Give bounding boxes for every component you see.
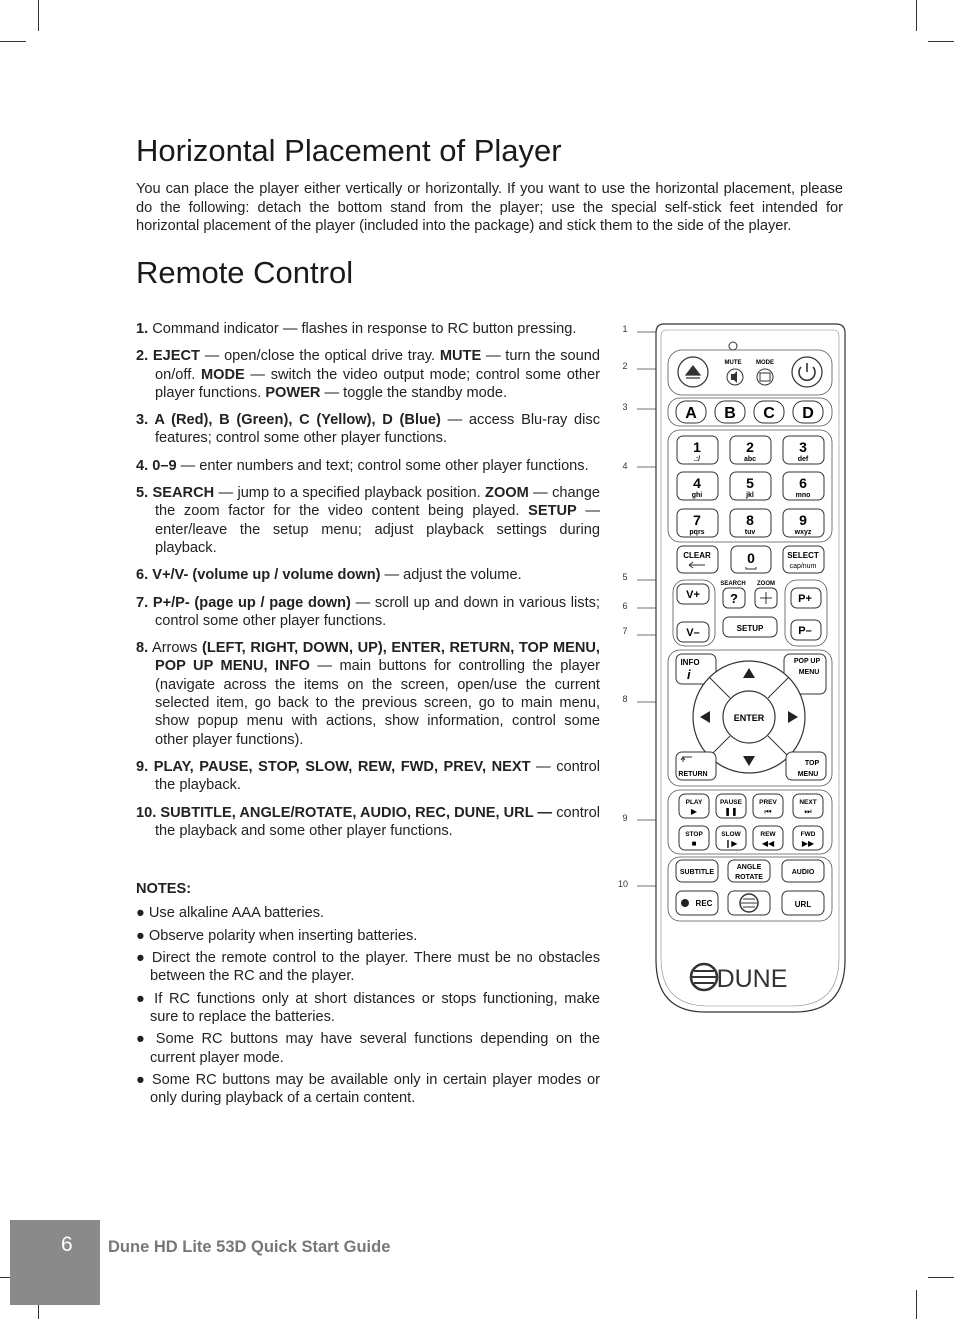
callout-6: 6 (622, 601, 628, 611)
svg-text:REC: REC (695, 899, 713, 908)
callout-1: 1 (622, 324, 628, 334)
callout-2: 2 (622, 361, 628, 371)
notes-title: NOTES: (136, 881, 192, 898)
rc-item-10: 10. SUBTITLE, ANGLE/ROTATE, AUDIO, REC, DUNE, URL — control the playback and some other player functions. (136, 804, 601, 839)
crop-mark (916, 0, 917, 31)
rc-item-5: 5. SEARCH — jump to a specified playback position. ZOOM — change the zoom factor for the video content being played. SETUP — enter/leave the setup menu; adjust playback settings during playback. (136, 485, 601, 556)
svg-text:C: C (763, 405, 775, 422)
section-title-horizontal: Horizontal Placement of Player (136, 133, 562, 168)
zoom-label: ZOOM (757, 581, 775, 587)
svg-text:MENU: MENU (798, 669, 820, 676)
callout-9: 9 (622, 813, 628, 823)
digit-letters: wxyz (794, 529, 812, 536)
digit-label: 3 (799, 439, 807, 455)
note-item: ● Observe polarity when inserting batteries. (136, 927, 418, 944)
digit-label: 1 (693, 439, 701, 455)
svg-text:B: B (724, 405, 736, 422)
note-item: ● Use alkaline AAA batteries. (136, 905, 325, 922)
note-item: ● Direct the remote control to the player. There must be no obstacles between the RC and the player. (136, 950, 600, 985)
svg-text:AUDIO: AUDIO (791, 869, 815, 876)
digit-label: 2 (746, 439, 754, 455)
note-item: ● Some RC buttons may be available only in certain player modes or only during playback of a certain content. (136, 1071, 600, 1107)
digit-label: 9 (799, 512, 807, 528)
digit-letters: abc (743, 456, 757, 463)
rc-item-4: 4. 0–9 — enter numbers and text; control some other player functions. (136, 457, 589, 474)
section-title-remote: Remote Control (136, 255, 354, 290)
note-item: ● Some RC buttons may have several functions depending on the current player mode. (136, 1031, 600, 1066)
prev-label: PREV (759, 799, 777, 806)
svg-text:V+: V+ (686, 589, 700, 601)
crop-mark (928, 1277, 954, 1278)
rc-item-6: 6. V+/V- (volume up / volume down) — adjust the volume. (136, 567, 522, 584)
svg-text:MENU: MENU (797, 771, 819, 778)
digit-letters: tuv (744, 529, 756, 536)
footer-title: Dune HD Lite 53D Quick Start Guide (108, 1238, 391, 1256)
page-number: 6 (61, 1233, 73, 1256)
rc-item-1: 1. Command indicator — flashes in response to RC button pressing. (136, 321, 577, 337)
svg-text:ROTATE: ROTATE (735, 874, 763, 881)
svg-text:SUBTITLE: SUBTITLE (679, 869, 715, 876)
remote-control-illustration (610, 318, 850, 1018)
svg-text:ANGLE: ANGLE (736, 864, 762, 871)
pause-label: PAUSE (720, 799, 742, 806)
play-label: PLAY (685, 799, 703, 806)
rc-item-2: 2. EJECT — open/close the optical drive tray. MUTE — turn the sound on/off. MODE — switch the video output mode; control some other player functions. POWER — toggle the standby mode. (136, 348, 601, 401)
svg-text:INFO: INFO (680, 658, 700, 667)
svg-text:SELECT: SELECT (787, 551, 819, 560)
digit-letters: pqrs (689, 529, 705, 536)
fwd-icon: ▶▶ (801, 839, 815, 848)
mode-button (757, 369, 773, 385)
horizontal-paragraph: You can place the player either vertically or horizontally. If you want to use the horizontal placement, please do the following: detach the bottom stand from the player; use the special self-stick feet intended for horizontal placement of the player (included into the package) and stick them to the side of the player. (136, 181, 843, 234)
stop-icon: ■ (691, 839, 697, 848)
svg-text:TOP: TOP (804, 760, 820, 767)
callout-7: 7 (622, 626, 628, 636)
digit-label: 6 (799, 475, 807, 491)
digit-keypad (677, 436, 824, 537)
svg-text:DUNE: DUNE (716, 965, 788, 993)
next-label: NEXT (799, 799, 817, 806)
mode-label: MODE (756, 360, 774, 366)
digit-letters: .:/ (693, 456, 701, 463)
svg-text:POP UP: POP UP (793, 658, 821, 665)
svg-text:V–: V– (686, 627, 700, 639)
callout-5: 5 (622, 572, 628, 582)
rc-item-8: 8. Arrows (LEFT, RIGHT, DOWN, UP), ENTER, RETURN, TOP MENU, POP UP MENU, INFO — main buttons for controlling the player (navigate across the items on the screen, open/use the current selected item, go back to the previous screen, go to main menu, show popup menu with actions, show information, control some other player functions). (136, 640, 600, 748)
digit-letters: jkl (746, 492, 754, 499)
callout-8: 8 (622, 694, 628, 704)
digit-letters: mno (795, 492, 811, 499)
digit-label: 4 (693, 475, 701, 491)
rew-icon: ◀◀ (761, 839, 775, 848)
remote-description-list (136, 320, 600, 1111)
play-icon: ▶ (690, 807, 698, 816)
mute-label: MUTE (724, 360, 742, 366)
crop-mark (38, 0, 39, 31)
digit-label: 8 (746, 512, 754, 528)
stop-label: STOP (685, 831, 703, 838)
svg-text:P–: P– (798, 625, 812, 637)
callout-10: 10 (617, 879, 629, 889)
fwd-label: FWD (800, 831, 816, 838)
digit-letters: def (797, 456, 809, 463)
rc-item-9: 9. PLAY, PAUSE, STOP, SLOW, REW, FWD, PREV, NEXT — control the playback. (136, 758, 601, 794)
svg-text:CLEAR: CLEAR (683, 551, 711, 560)
callout-4: 4 (622, 461, 628, 471)
crop-mark (928, 41, 954, 42)
note-item: ● If RC functions only at short distances or stops functioning, make sure to replace the batteries. (136, 990, 600, 1025)
svg-text:RETURN: RETURN (678, 771, 708, 778)
rc-item-7: 7. P+/P- (page up / page down) — scroll up and down in various lists; control some other player functions. (136, 594, 600, 629)
digit-letters: ghi (691, 492, 703, 499)
svg-text:cap/num: cap/num (789, 563, 817, 570)
slow-label: SLOW (721, 831, 741, 838)
rc-item-3: 3. A (Red), B (Green), C (Yellow), D (Blue) — access Blu-ray disc features; control some other player functions. (136, 412, 600, 447)
svg-text:D: D (802, 405, 814, 422)
svg-text:A: A (685, 405, 697, 422)
crop-mark (916, 1290, 917, 1319)
svg-text:SETUP: SETUP (736, 624, 764, 633)
digit-label: 7 (693, 512, 701, 528)
svg-text:0: 0 (747, 550, 755, 566)
svg-text:P+: P+ (798, 593, 812, 605)
digit-label: 5 (746, 475, 754, 491)
callout-3: 3 (622, 402, 628, 412)
svg-text:URL: URL (794, 900, 812, 909)
indicator-led (729, 342, 737, 350)
prev-icon: ⏮ (764, 807, 772, 816)
svg-text:ENTER: ENTER (733, 713, 765, 723)
rew-label: REW (760, 831, 776, 838)
svg-text:i: i (687, 667, 691, 682)
pause-icon: ❚❚ (724, 807, 738, 816)
svg-text:?: ? (730, 591, 738, 606)
slow-icon: ❙▶ (724, 839, 738, 848)
search-label: SEARCH (720, 581, 746, 587)
next-icon: ⏭ (804, 807, 812, 816)
crop-mark (0, 41, 26, 42)
